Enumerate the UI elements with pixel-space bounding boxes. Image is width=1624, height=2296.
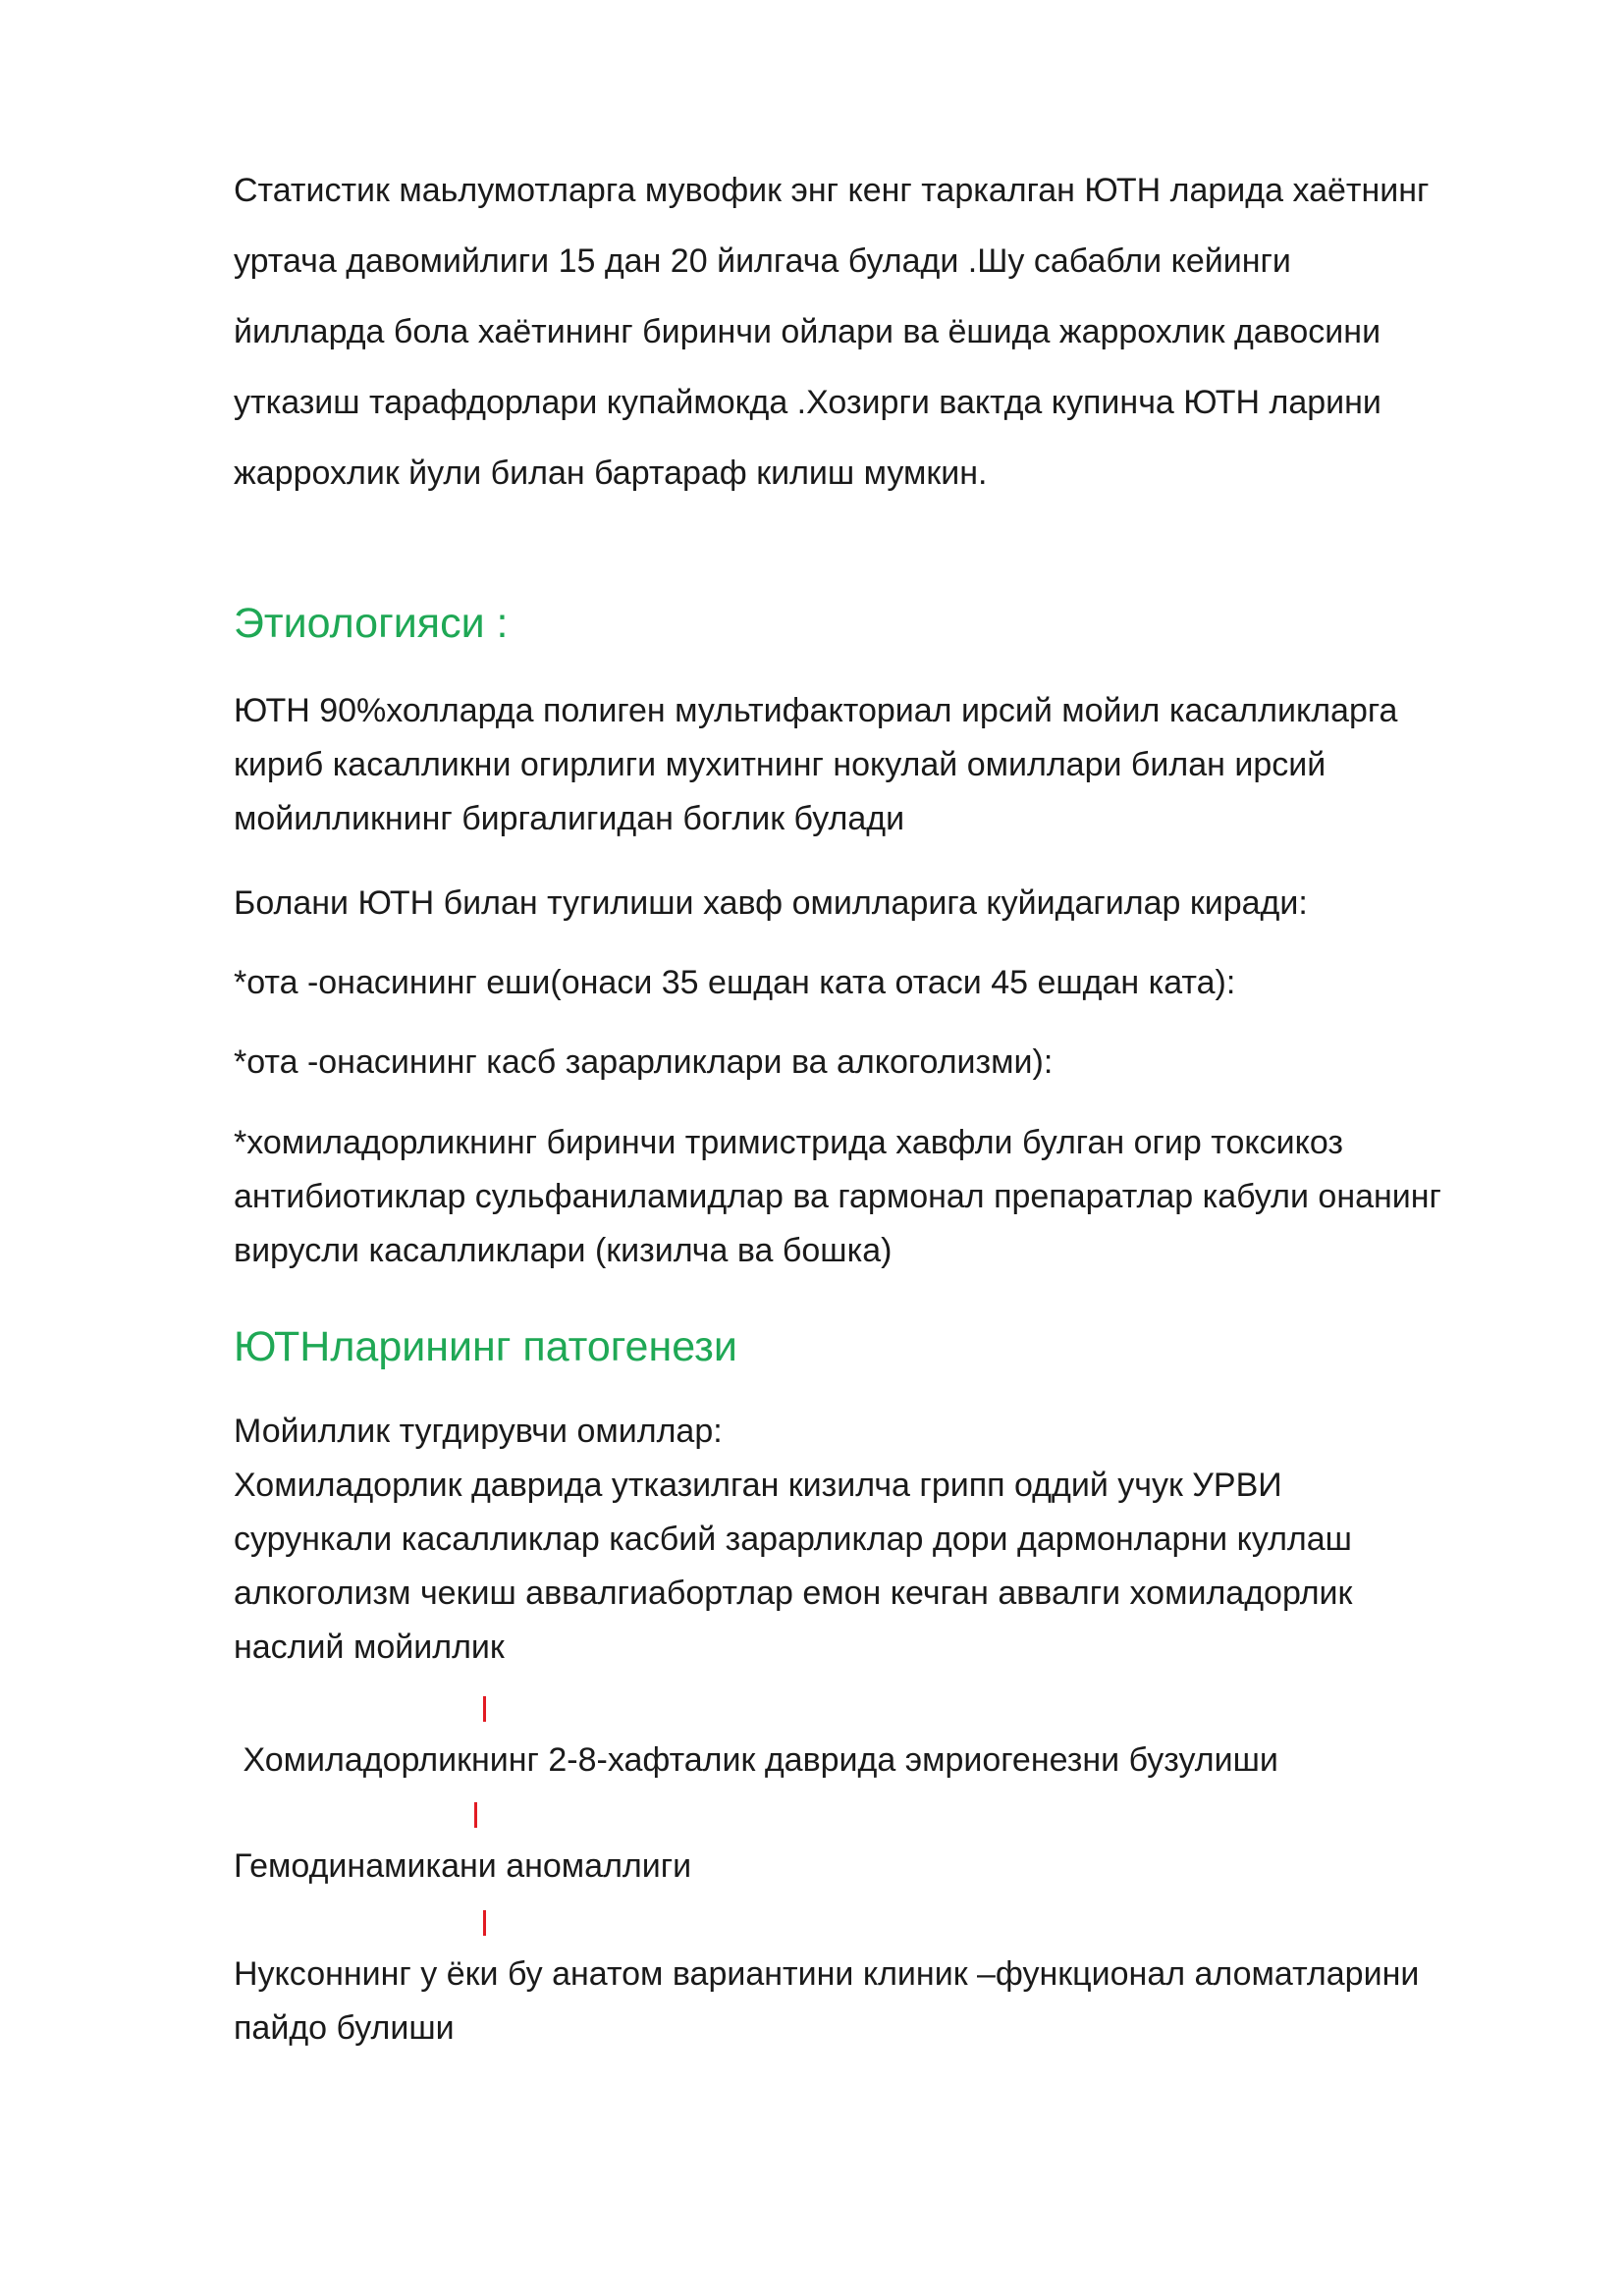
pathogenesis-step-embryogenesis	[234, 1734, 1569, 1788]
predisposing-factors-line: алкоголизм чекиш аввалгиабортлар емон кечган аввалги хомиладорлик	[234, 1575, 1353, 1612]
flow-arrow-marker	[474, 1802, 477, 1828]
predisposing-factors-line: наслий мойиллик	[234, 1629, 505, 1666]
risk-factors-intro	[234, 877, 1569, 931]
flow-arrow-marker	[483, 1910, 486, 1936]
intro-paragraph	[234, 155, 1549, 508]
pathogenesis-step-line: Гемодинамикани аномаллиги	[234, 1847, 692, 1885]
pathogenesis-step-line: пайдо булиши	[234, 2009, 455, 2047]
flow-arrow-marker	[483, 1696, 486, 1722]
risk-item-pregnancy	[234, 1116, 1569, 1278]
etiology-paragraph-line: кириб касалликни огирлиги мухитнинг нокулай омиллари билан ирсий	[234, 746, 1326, 783]
pathogenesis-step-clinical-signs	[234, 1948, 1569, 2056]
risk-item-line: *ота -онасининг еши(онаси 35 ешдан ката отаси 45 ешдан ката):	[234, 964, 1236, 1001]
intro-line: уртача давомийлиги 15 дан 20 йилгача булади .Шу сабабли кейинги	[234, 242, 1291, 280]
risk-item-line: антибиотиклар сульфаниламидлар ва гармонал препаратлар кабули онанинг	[234, 1178, 1441, 1215]
predisposing-factors	[234, 1405, 1569, 1675]
etiology-heading: Этиологияси :	[234, 600, 509, 647]
intro-line: йилларда бола хаётининг биринчи ойлари ва ёшида жаррохлик давосини	[234, 313, 1381, 350]
intro-line: Статистик маьлумотларга мувофик энг кенг таркалган ЮТН ларида хаётнинг	[234, 172, 1430, 209]
intro-line: утказиш тарафдорлари купаймокда .Хозирги вактда купинча ЮТН ларини	[234, 384, 1381, 421]
risk-item-line: *ота -онасининг касб зарарликлари ва алкоголизми):	[234, 1043, 1054, 1081]
risk-item-line: вирусли касалликлари (кизилча ва бошка)	[234, 1232, 893, 1269]
etiology-paragraph-line: ЮТН 90%холларда полиген мультифакториал ирсий мойил касалликларга	[234, 692, 1398, 729]
risk-item-occupational	[234, 1036, 1569, 1090]
risk-factors-intro-line: Болани ЮТН билан тугилиши хавф омилларига куйидагилар киради:	[234, 884, 1308, 922]
risk-item-parents-age	[234, 956, 1569, 1010]
predisposing-factors-line: Хомиладорлик даврида утказилган кизилча грипп оддий учук УРВИ	[234, 1467, 1282, 1504]
predisposing-factors-line: сурункали касалликлар касбий зарарликлар дори дармонларни куллаш	[234, 1521, 1352, 1558]
pathogenesis-step-line: Нуксоннинг у ёки бу анатом вариантини клиник –функционал аломатларини	[234, 1955, 1420, 1993]
predisposing-factors-line: Мойиллик тугдирувчи омиллар:	[234, 1413, 723, 1450]
etiology-paragraph-line: мойилликнинг биргалигидан боглик булади	[234, 800, 905, 837]
risk-item-line: *хомиладорликнинг биринчи тримистрида хавфли булган огир токсикоз	[234, 1124, 1343, 1161]
etiology-paragraph	[234, 684, 1569, 846]
pathogenesis-heading: ЮТНларининг патогенези	[234, 1323, 737, 1370]
pathogenesis-step-hemodynamics	[234, 1840, 1569, 1894]
intro-line: жаррохлик йули билан бартараф килиш мумкин.	[234, 454, 988, 492]
pathogenesis-step-line: Хомиладорликнинг 2-8-хафталик даврида эмриогенезни бузулиши	[234, 1741, 1278, 1779]
